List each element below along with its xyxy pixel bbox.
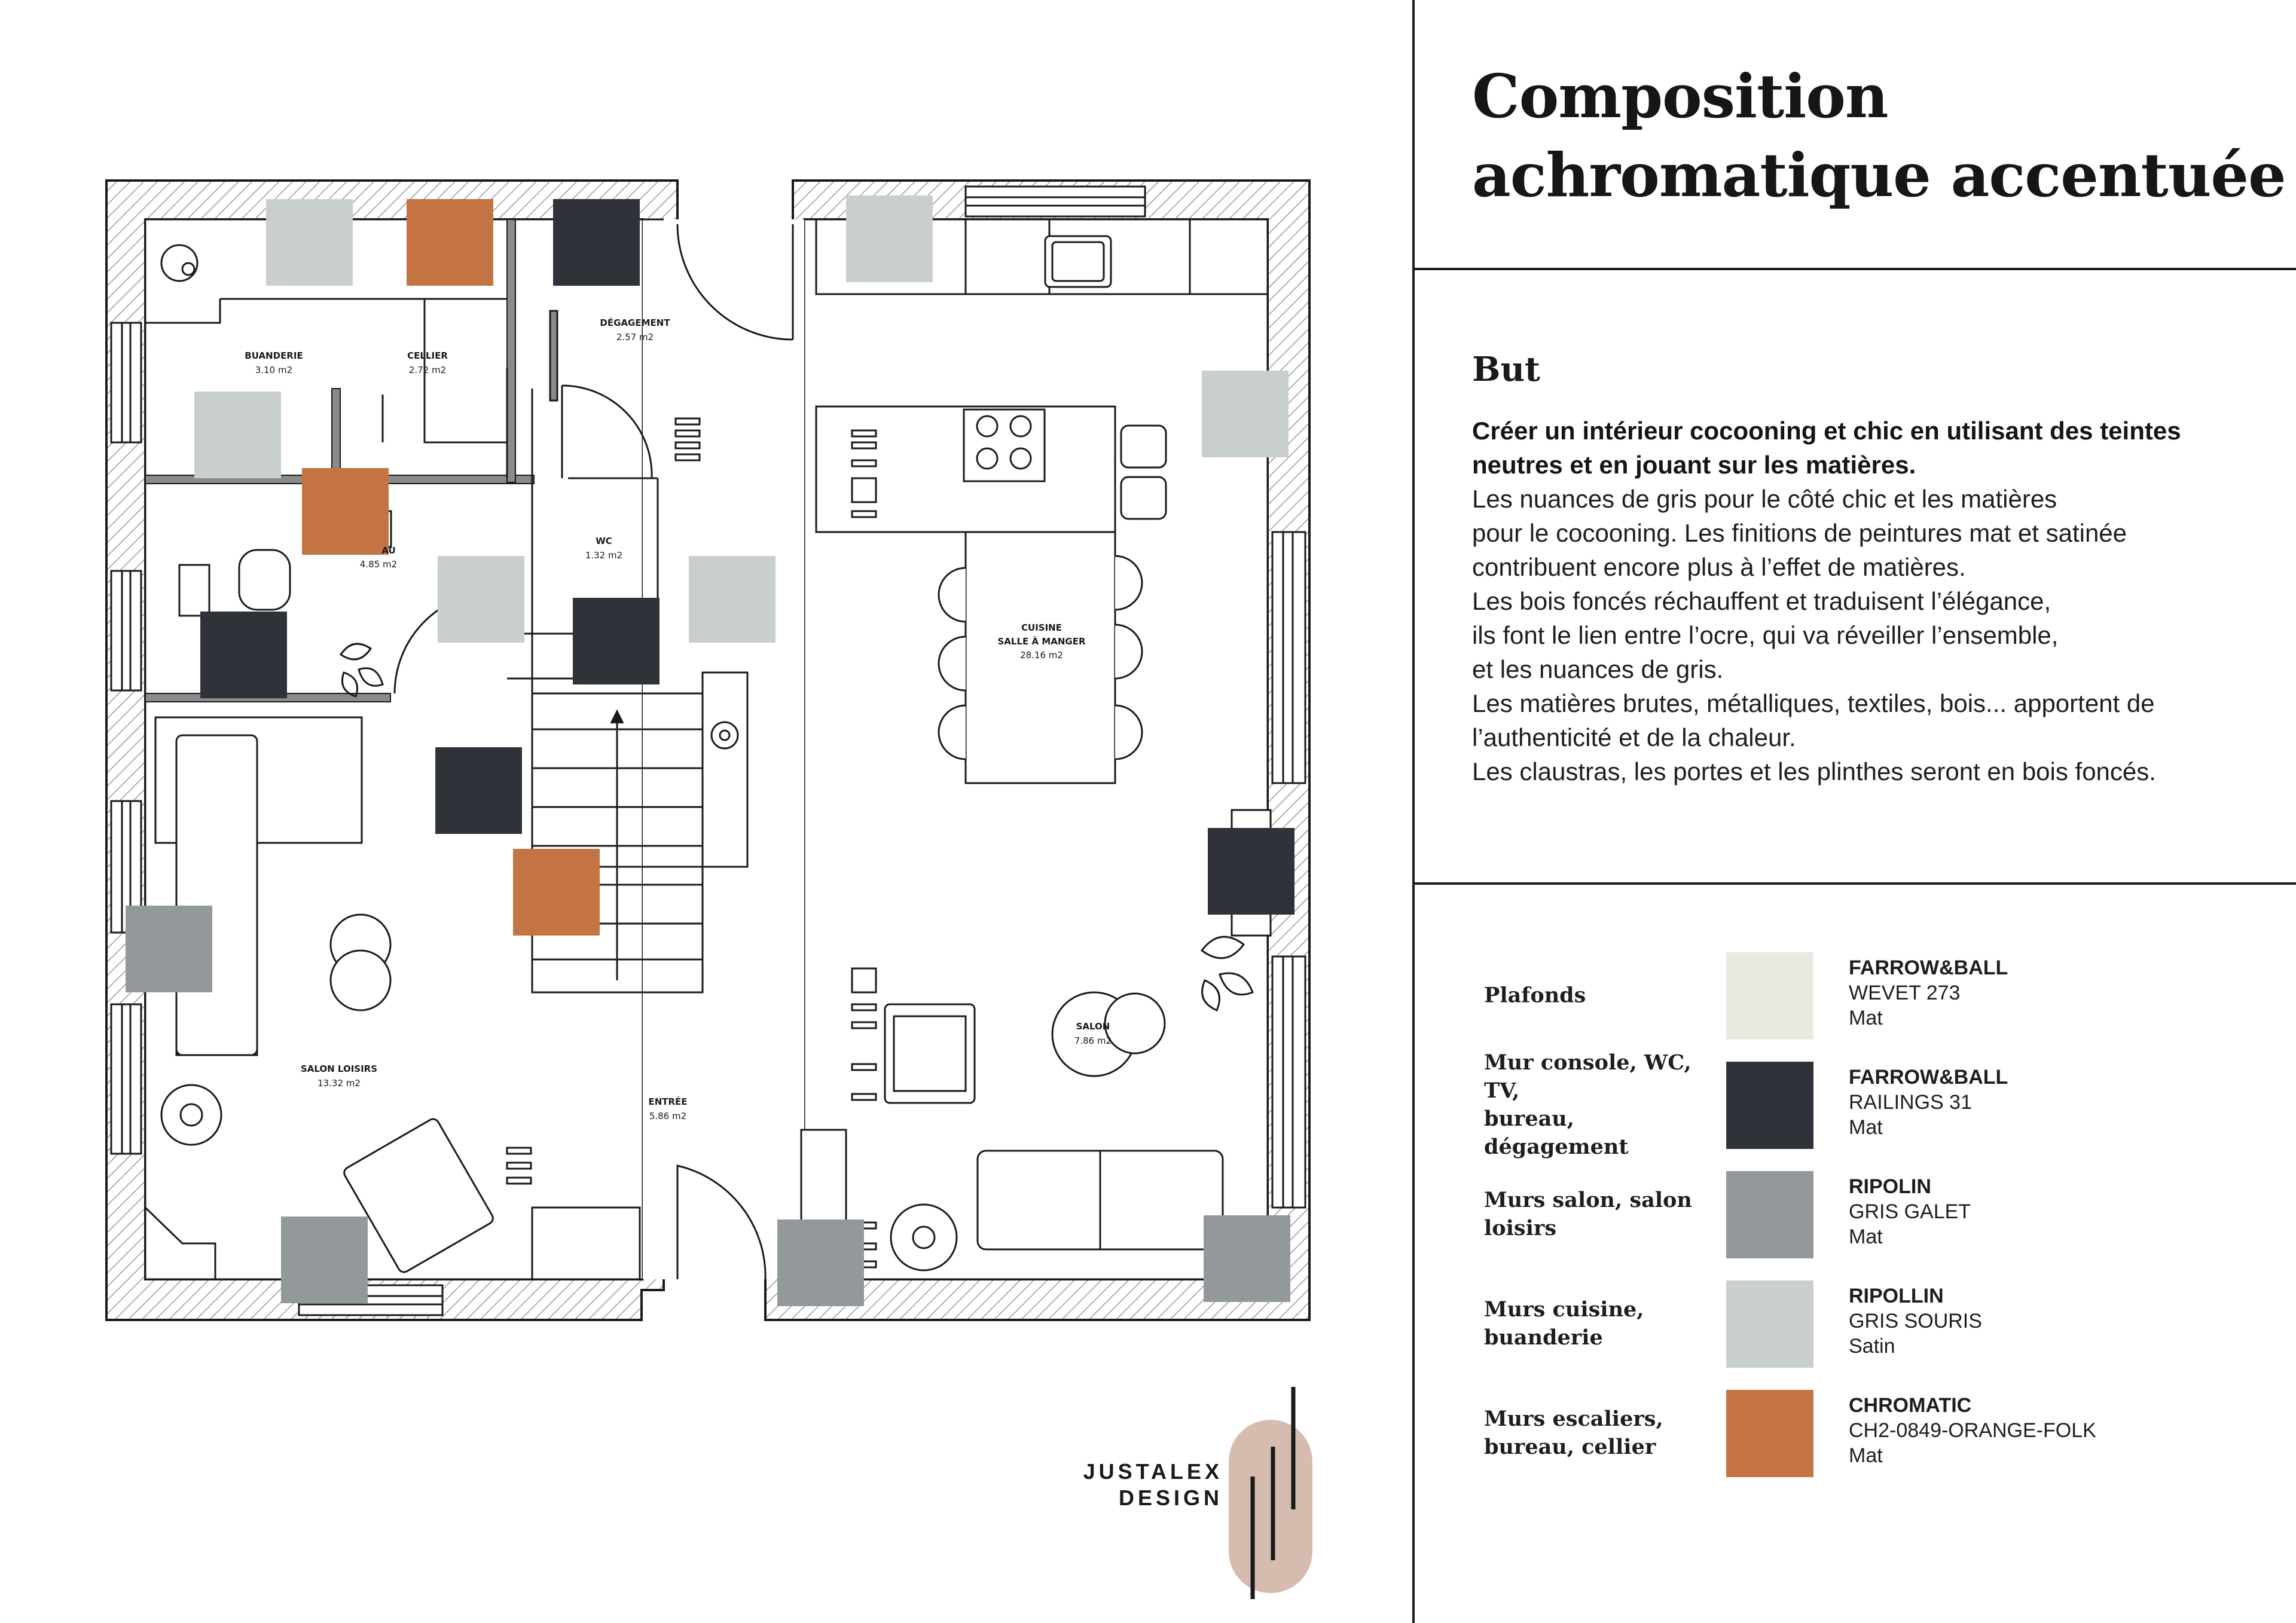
room-label-salle-a-manger: SALLE À MANGER	[997, 636, 1086, 647]
paint-ref: CH2-0849-ORANGE-FOLK	[1849, 1419, 2096, 1442]
palette-row	[1472, 1169, 2267, 1259]
logo-line-2: DESIGN	[1118, 1486, 1223, 1510]
palette-surface	[1484, 1405, 1711, 1461]
paint-finish: Mat	[1849, 1444, 1883, 1467]
room-label-bureau: AU	[381, 545, 396, 556]
purpose-body-line: et les nuances de gris.	[1472, 655, 1724, 683]
palette-row	[1472, 1050, 2267, 1159]
logo-line-1: JUSTALEX	[1083, 1459, 1223, 1484]
purpose-heading: But	[1472, 350, 1540, 389]
paint-finish: Mat	[1849, 1116, 1883, 1139]
paint-brand: CHROMATIC	[1849, 1394, 1972, 1417]
title-line-2: achromatique accentuée	[1472, 140, 2286, 210]
room-label-cuisine: CUISINE	[1021, 622, 1062, 633]
purpose-body-line: contribuent encore plus à l’effet de matières.	[1472, 553, 1966, 581]
room-area-degagement: 2.57 m2	[616, 332, 654, 343]
color-swatch	[1726, 952, 1813, 1040]
paint-reference	[1849, 1065, 2008, 1140]
surface-line: Murs cuisine,	[1484, 1297, 1644, 1322]
palette-surface	[1484, 1049, 1711, 1161]
color-swatch	[1726, 1171, 1813, 1258]
room-label-degagement: DÉGAGEMENT	[600, 317, 670, 328]
purpose-body-line: pour le cocooning. Les finitions de peintures mat et satinée	[1472, 519, 2127, 547]
surface-line: Plafonds	[1484, 983, 1586, 1008]
purpose-lead-line: neutres et en jouant sur les matières.	[1472, 451, 1916, 479]
surface-line: Murs escaliers,	[1484, 1407, 1663, 1431]
palette-row	[1472, 1279, 2267, 1368]
paint-finish: Mat	[1849, 1225, 1883, 1248]
room-label-wc: WC	[596, 536, 612, 546]
color-swatch	[1726, 1280, 1813, 1368]
room-area-salon: 7.86 m2	[1074, 1035, 1112, 1046]
room-area-salon-loisirs: 13.32 m2	[317, 1078, 361, 1089]
surface-line: bureau, cellier	[1484, 1435, 1656, 1459]
room-area-bureau: 4.85 m2	[359, 559, 398, 570]
paint-reference	[1849, 955, 2008, 1031]
room-area-buanderie: 3.10 m2	[255, 365, 293, 375]
purpose-text	[1472, 414, 2267, 788]
room-area-cellier: 2.72 m2	[408, 365, 447, 375]
surface-line: bureau, dégagement	[1484, 1107, 1629, 1159]
color-swatch	[1726, 1390, 1813, 1477]
purpose-body-line: Les matières brutes, métalliques, textiles, bois... apportent de	[1472, 689, 2155, 717]
purpose-body-line: Les claustras, les portes et les plinthes seront en bois foncés.	[1472, 757, 2156, 785]
room-area-entree: 5.86 m2	[649, 1111, 687, 1121]
palette-surface	[1484, 1295, 1711, 1352]
paint-reference	[1849, 1174, 1971, 1249]
title-divider	[1412, 268, 2296, 270]
surface-line: loisirs	[1484, 1216, 1557, 1240]
surface-line: buanderie	[1484, 1325, 1603, 1350]
logo-wordmark	[1083, 1459, 1223, 1511]
paint-brand: FARROW&BALL	[1849, 956, 2008, 979]
brand-logo	[1064, 1381, 1315, 1602]
paint-reference	[1849, 1283, 1982, 1359]
paint-brand: RIPOLLIN	[1849, 1285, 1944, 1307]
room-area-cuisine: 28.16 m2	[1020, 650, 1063, 661]
room-label-buanderie: BUANDERIE	[245, 350, 303, 361]
purpose-body-line: Les bois foncés réchauffent et traduisent l’élégance,	[1472, 587, 2051, 615]
panel-divider	[1412, 0, 1415, 1623]
paint-ref: GRIS GALET	[1849, 1200, 1971, 1223]
palette-row	[1472, 1388, 2267, 1478]
room-label-cellier: CELLIER	[407, 350, 448, 361]
color-swatch	[1726, 1062, 1813, 1149]
paint-finish: Satin	[1849, 1335, 1895, 1358]
paint-finish: Mat	[1849, 1007, 1883, 1029]
surface-line: Mur console, WC, TV,	[1484, 1050, 1692, 1103]
paint-ref: GRIS SOURIS	[1849, 1310, 1982, 1332]
purpose-body-line: l’authenticité et de la chaleur.	[1472, 723, 1796, 751]
palette-surface	[1484, 1186, 1711, 1242]
purpose-divider	[1412, 882, 2296, 885]
paint-reference	[1849, 1393, 2096, 1468]
purpose-body-line: Les nuances de gris pour le côté chic et les matières	[1472, 485, 2057, 513]
room-label-salon-loisirs: SALON LOISIRS	[300, 1063, 378, 1074]
palette-surface	[1484, 982, 1711, 1010]
paint-ref: RAILINGS 31	[1849, 1091, 1972, 1114]
title-line-1: Composition	[1472, 61, 1888, 132]
paint-brand: FARROW&BALL	[1849, 1066, 2008, 1089]
room-area-wc: 1.32 m2	[585, 550, 623, 561]
surface-line: Murs salon, salon	[1484, 1188, 1692, 1212]
palette-row	[1472, 950, 2267, 1040]
page-title	[1472, 57, 2286, 215]
room-label-entree: ENTRÉE	[648, 1096, 688, 1107]
logo-mark-icon	[1229, 1381, 1312, 1602]
paint-brand: RIPOLIN	[1849, 1175, 1931, 1198]
paint-ref: WEVET 273	[1849, 982, 1961, 1004]
purpose-lead-line: Créer un intérieur cocooning et chic en utilisant des teintes	[1472, 417, 2181, 445]
purpose-body-line: ils font le lien entre l’ocre, qui va réveiller l’ensemble,	[1472, 621, 2059, 649]
room-label-salon: SALON	[1076, 1021, 1110, 1032]
